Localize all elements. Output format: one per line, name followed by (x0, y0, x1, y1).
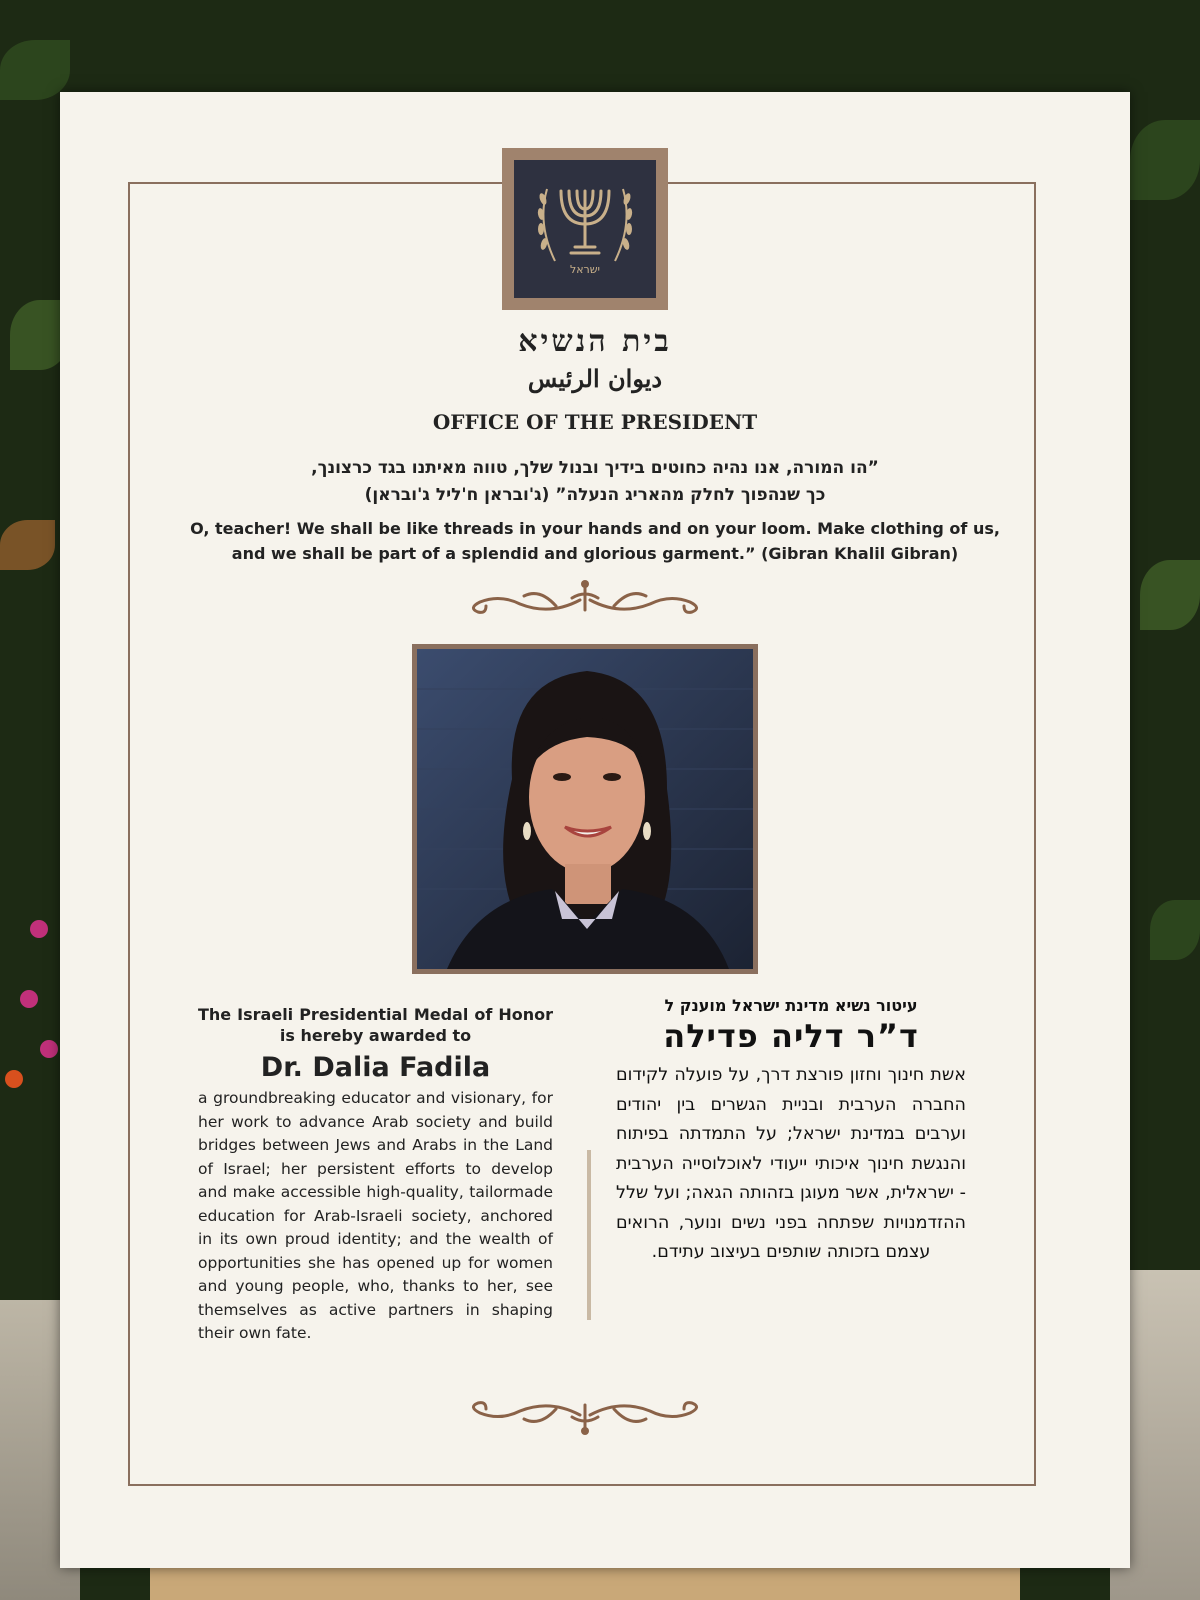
quote-english-line-1: O, teacher! We shall be like threads in your hands and on your loom. Make clothing of us, (190, 519, 1000, 538)
quote-hebrew-line-1: ”הו המורה, אנו נהיה כחוטים בידיך ובנול שלך, טווה מאיתנו בגד כרצונך, (311, 458, 879, 478)
office-title-hebrew: בית הנשיא (518, 324, 672, 359)
quote-hebrew (180, 455, 1010, 509)
portrait-image (417, 649, 753, 969)
award-text-hebrew (616, 996, 966, 1268)
ornament-divider-bottom-icon (460, 1395, 710, 1439)
recipient-name-english: Dr. Dalia Fadila (260, 1052, 491, 1083)
recipient-name-hebrew: ד”ר דליה פדילה (663, 1017, 919, 1055)
ornament-divider-icon (460, 576, 710, 620)
quote-english (160, 516, 1030, 566)
quote-hebrew-line-2: כך שנהפוך לחלק מהאריג הנעלה” (ג'ובראן ח'ליל ג'ובראן) (364, 485, 826, 505)
quote-english-line-2: and we shall be part of a splendid and glorious garment.” (Gibran Khalil Gibran) (231, 544, 959, 563)
citation-english: a groundbreaking educator and visionary, for her work to advance Arab society and build bridges between Jews and Arabs in the Land of Israel; her persistent efforts to develop and make accessible high-quality, tailormade education for Arab-Israeli society, anchored in its own proud identity; and the wealth of opportunities she has opened up for women and young people, who, thanks to her, see themselves as active partners in shaping their own fate. (198, 1089, 553, 1342)
portrait-photo (412, 644, 758, 974)
column-divider (587, 1150, 591, 1320)
emblem-of-israel (502, 148, 668, 310)
award-heading-english: The Israeli Presidential Medal of Honor is hereby awarded to (198, 1005, 553, 1045)
award-heading-hebrew: עיטור נשיא מדינת ישראל מוענק ל (664, 996, 918, 1015)
office-title-english: OFFICE OF THE PRESIDENT (432, 410, 758, 434)
award-text-english (198, 1004, 553, 1346)
menorah-emblem-icon (525, 169, 645, 289)
award-poster (60, 92, 1130, 1568)
office-title-arabic: ديوان الرئيس (527, 364, 663, 393)
citation-hebrew: אשת חינוך וחזון פורצת דרך, על פועלה לקידום החברה הערבית ובניית הגשרים בין יהודים וערבים במדינת ישראל; על התמדתה בפיתוח והנגשת חינוך איכותי ייעודי לאוכלוסייה הערבית - ישראלית, אשר מעוגן בזהותה הגאה; ועל שלל ההזדמנויות שפתחה בפני נשים ונוער, הרואים עצמם בזכותה שותפים בעיצוב עתידם. (616, 1065, 966, 1262)
emblem-text: ישראל (569, 263, 601, 276)
